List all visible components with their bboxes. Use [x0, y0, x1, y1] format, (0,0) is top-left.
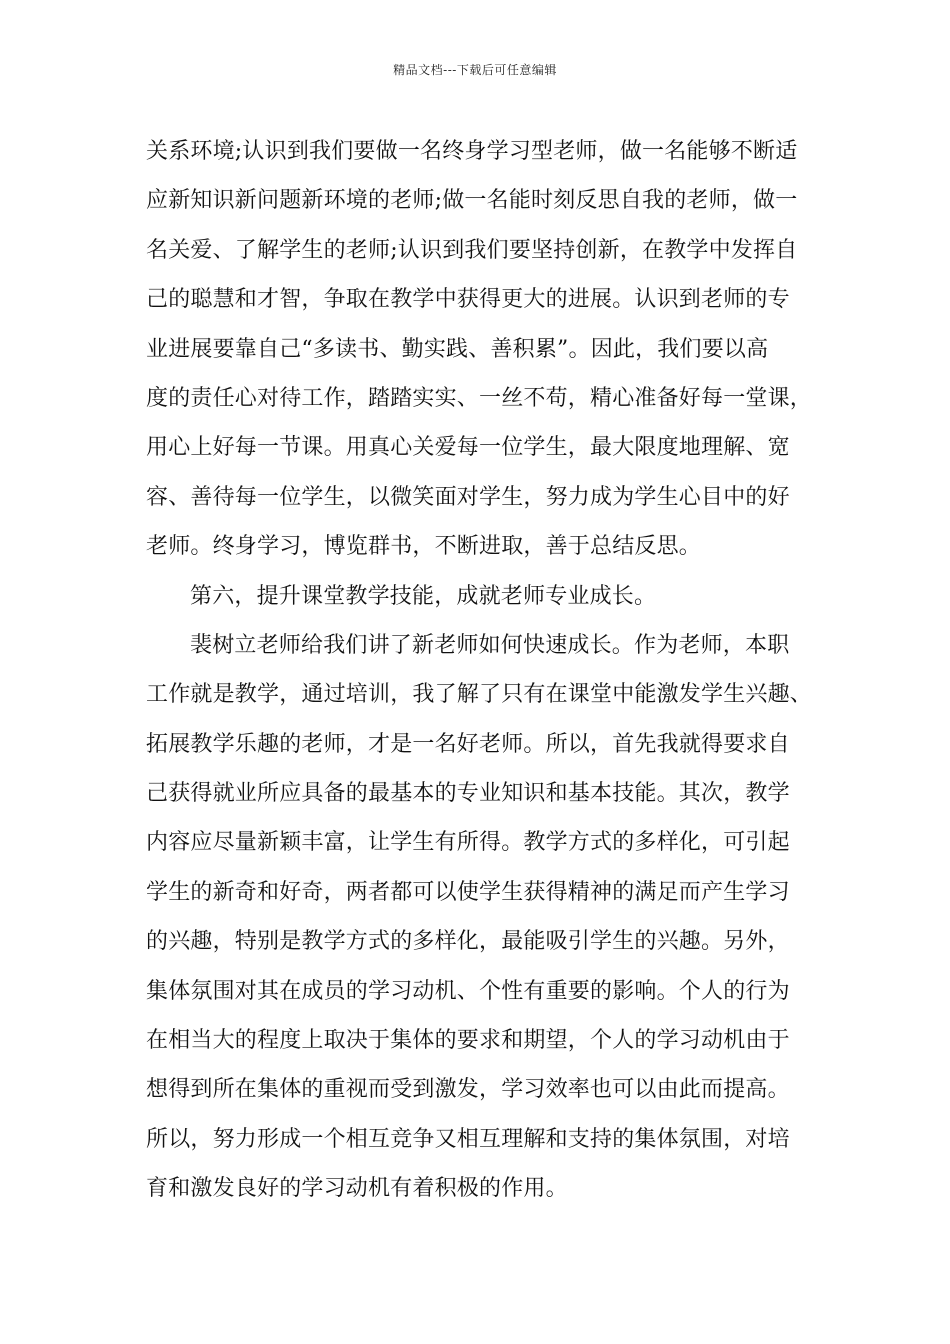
paragraph — [146, 621, 812, 1214]
document-body — [146, 127, 812, 1214]
text-line: 内容应尽量新颖丰富，让学生有所得。教学方式的多样化，可引起 — [146, 830, 790, 856]
text-line: 学生的新奇和好奇，两者都可以使学生获得精神的满足而产生学习 — [146, 879, 790, 905]
page-header: 精品文档---下载后可任意编辑 — [393, 63, 557, 77]
text-line: 集体氛围对其在成员的学习动机、个性有重要的影响。个人的行为 — [146, 978, 790, 1004]
text-line: 用心上好每一节课。用真心关爱每一位学生，最大限度地理解、宽 — [146, 435, 790, 461]
text-line: 名关爱、了解学生的老师;认识到我们要坚持创新，在教学中发挥自 — [146, 237, 798, 263]
text-line: 度的责任心对待工作，踏踏实实、一丝不苟，精心准备好每一堂课， — [146, 385, 813, 411]
text-line: 应新知识新问题新环境的老师;做一名能时刻反思自我的老师，做一 — [146, 188, 798, 214]
text-line: 关系环境;认识到我们要做一名终身学习型老师，做一名能够不断适 — [146, 139, 798, 164]
paragraph — [146, 572, 812, 621]
text-line: 所以，努力形成一个相互竞争又相互理解和支持的集体氛围，对培 — [146, 1126, 790, 1152]
text-line: 裴树立老师给我们讲了新老师如何快速成长。作为老师，本职 — [190, 632, 790, 658]
text-line: 在相当大的程度上取决于集体的要求和期望，个人的学习动机由于 — [146, 1028, 790, 1054]
text-line: 己的聪慧和才智，争取在教学中获得更大的进展。认识到老师的专 — [146, 287, 790, 313]
text-line: 老师。终身学习，博览群书，不断进取，善于总结反思。 — [146, 534, 702, 560]
paragraph — [146, 127, 812, 572]
text-line: 己获得就业所应具备的最基本的专业知识和基本技能。其次，教学 — [146, 781, 790, 807]
text-line: 业进展要靠自己“多读书、勤实践、善积累”。因此，我们要以高 — [146, 336, 769, 362]
text-line: 育和激发良好的学习动机有着积极的作用。 — [146, 1176, 568, 1202]
text-line: 第六，提升课堂教学技能，成就老师专业成长。 — [190, 583, 657, 609]
text-line: 的兴趣，特别是教学方式的多样化，最能吸引学生的兴趣。另外， — [146, 929, 790, 955]
text-line: 容、善待每一位学生，以微笑面对学生，努力成为学生心目中的好 — [146, 484, 790, 510]
text-line: 工作就是教学，通过培训，我了解了只有在课堂中能激发学生兴趣、 — [146, 682, 813, 708]
text-line: 拓展教学乐趣的老师，才是一名好老师。所以，首先我就得要求自 — [146, 731, 790, 757]
text-line: 想得到所在集体的重视而受到激发，学习效率也可以由此而提高。 — [146, 1077, 790, 1103]
